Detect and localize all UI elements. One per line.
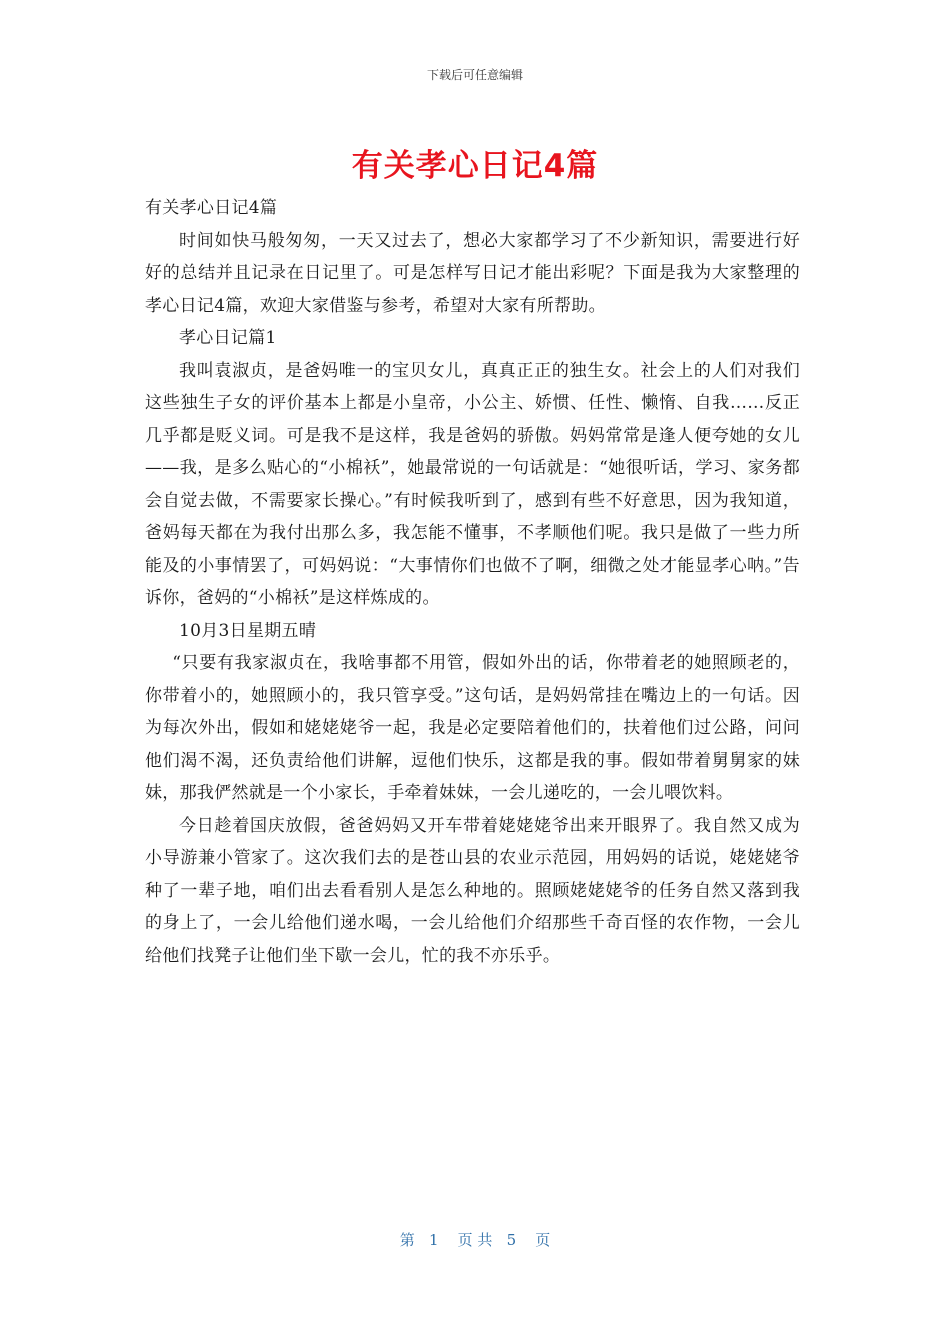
paragraph-intro: 时间如快马般匆匆，一天又过去了，想必大家都学习了不少新知识，需要进行好好的总结并且记录在日记里了。可是怎样写日记才能出彩呢？下面是我为大家整理的孝心日记4篇，欢迎大家借鉴与参考，希望对大家有所帮助。 [145,230,800,316]
paragraph-body: “只要有我家淑贞在，我啥事都不用管，假如外出的话，你带着老的她照顾老的，你带着小的，她照顾小的，我只管享受。”这句话，是妈妈常挂在嘴边上的一句话。因为每次外出，假如和姥姥姥爷一起，我是必定要陪着他们的，扶着他们过公路，问问他们渴不渴，还负责给他们讲解，逗他们快乐，这都是我的事。假如带着舅舅家的妹妹，那我俨然就是一个小家长，手牵着妹妹，一会儿递吃的，一会儿喂饮料。 [145,653,800,803]
paragraph-subtitle: 有关孝心日记4篇 [145,198,278,218]
paragraph-body: 我叫袁淑贞，是爸妈唯一的宝贝女儿，真真正正的独生女。社会上的人们对我们这些独生子女的评价基本上都是小皇帝，小公主、娇惯、任性、懒惰、自我……反正几乎都是贬义词。可是我不是这样，我是爸妈的骄傲。妈妈常常是逢人便夸她的女儿——我，是多么贴心的“小棉袄”，她最常说的一句话就是：“她很听话，学习、家务都会自觉去做，不需要家长操心。”有时候我听到了，感到有些不好意思，因为我知道，爸妈每天都在为我付出那么多，我怎能不懂事，不孝顺他们呢。我只是做了一些力所能及的小事情罢了，可妈妈说：“大事情你们也做不了啊，细微之处才能显孝心呐。”告诉你，爸妈的“小棉袄”是这样炼成的。 [145,360,800,608]
page-number: 第 1 页 共 5 页 [399,1231,551,1249]
document-body [145,192,800,972]
diary-date: 10月3日星期五晴 [179,620,317,641]
section-heading: 孝心日记篇1 [179,328,277,348]
paragraph-body: 今日趁着国庆放假，爸爸妈妈又开车带着姥姥姥爷出来开眼界了。我自然又成为小导游兼小管家了。这次我们去的是苍山县的农业示范园，用妈妈的话说，姥姥姥爷种了一辈子地，咱们出去看看别人是怎么种地的。照顾姥姥姥爷的任务自然又落到我的身上了，一会儿给他们递水喝，一会儿给他们介绍那些千奇百怪的农作物，一会儿给他们找凳子让他们坐下歇一会儿，忙的我不亦乐乎。 [145,815,800,966]
document-title: 有关孝心日记4篇 [351,148,599,184]
header-note: 下载后可任意编辑 [426,68,523,82]
